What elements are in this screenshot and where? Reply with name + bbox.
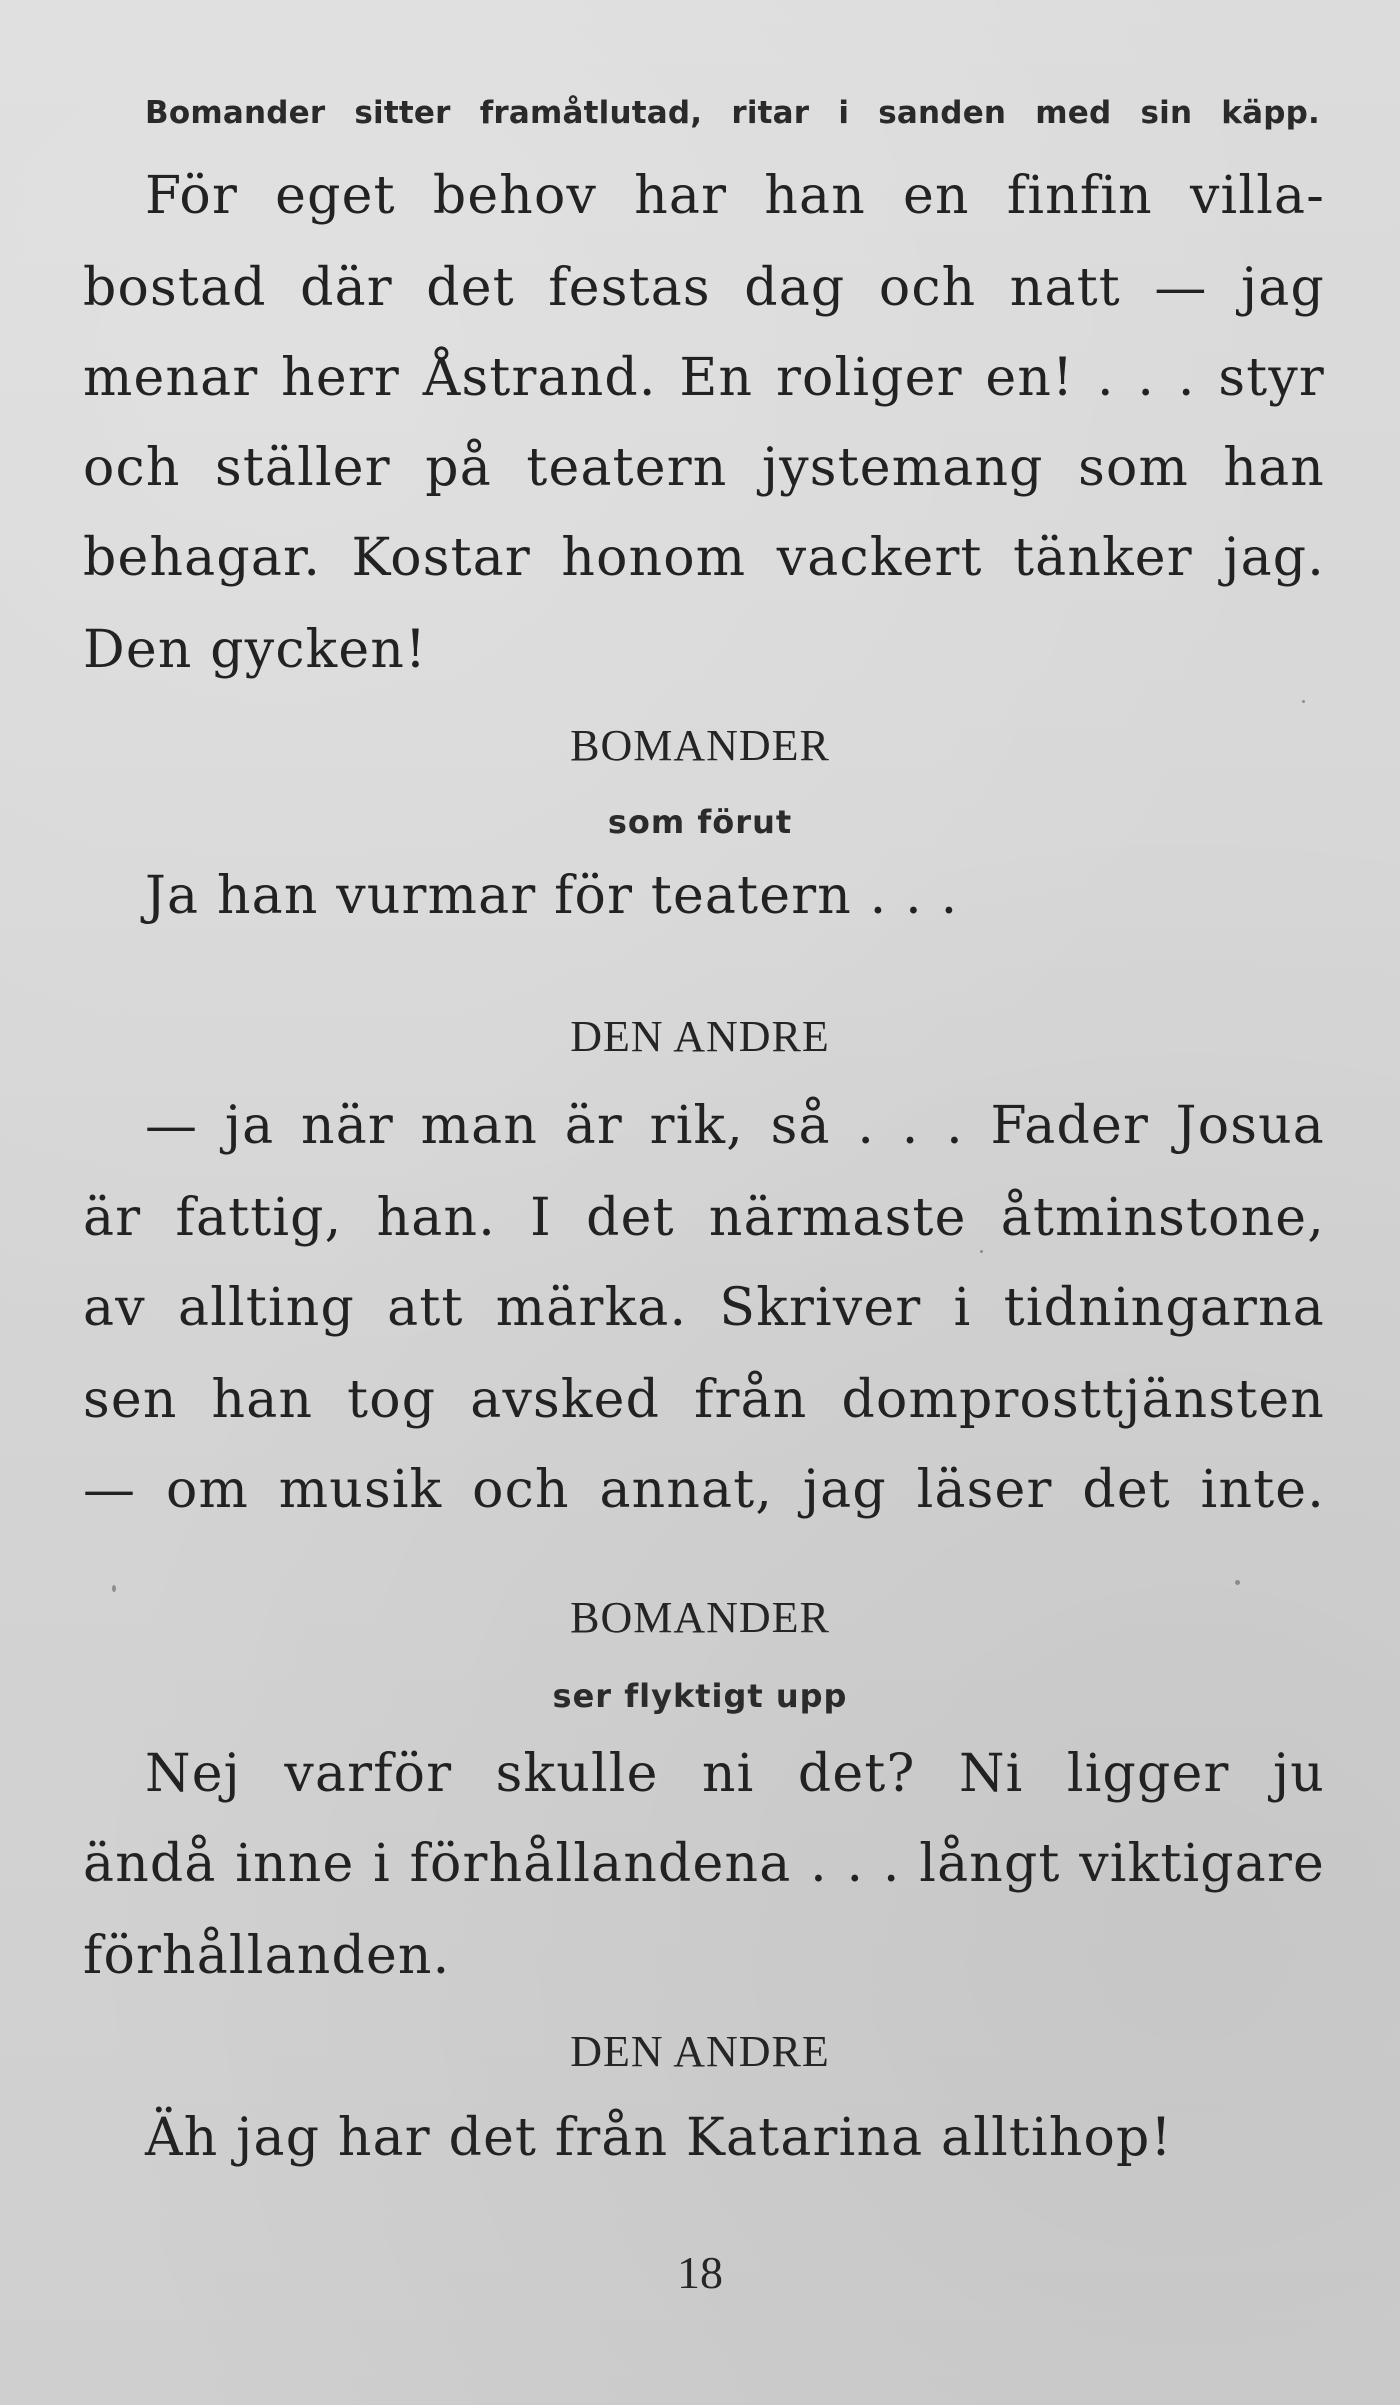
- paragraph-line: och ställer på teatern jystemang som han: [83, 438, 1325, 498]
- paragraph-line: menar herr Åstrand. En roliger en! . . . styr: [83, 348, 1325, 408]
- paper-speck: [1302, 700, 1305, 703]
- paragraph-line: bostad där det festas dag och natt — jag: [83, 258, 1325, 318]
- speaker-name: DEN ANDRE: [570, 2027, 830, 2076]
- paper-speck: [1235, 1580, 1240, 1585]
- dialogue-line: Äh jag har det från Katarina alltihop!: [145, 2108, 1173, 2168]
- paragraph-line: — om musik och annat, jag läser det inte.: [83, 1460, 1325, 1520]
- speaker-name: DEN ANDRE: [570, 1012, 830, 1061]
- speaker-name: BOMANDER: [570, 721, 830, 770]
- paragraph-line: ändå inne i förhållandena . . . långt viktigare: [83, 1834, 1325, 1894]
- paper-speck: [980, 1250, 983, 1253]
- stage-direction: ser flyktigt upp: [552, 1677, 848, 1715]
- paragraph-line: För eget behov har han en finfin villa-: [145, 166, 1325, 226]
- page-number: 18: [677, 2247, 723, 2298]
- paragraph-line: Nej varför skulle ni det? Ni ligger ju: [145, 1744, 1325, 1804]
- paragraph-line: Den gycken!: [83, 620, 428, 680]
- paragraph-line: — ja när man är rik, så . . . Fader Josua: [145, 1096, 1325, 1156]
- paragraph-line: är fattig, han. I det närmaste åtminstone,: [83, 1188, 1325, 1248]
- stage-direction: Bomander sitter framåtlutad, ritar i sanden med sin käpp.: [145, 95, 1320, 131]
- paragraph-line: behagar. Kostar honom vackert tänker jag.: [83, 528, 1325, 588]
- paragraph-line: förhållanden.: [83, 1926, 451, 1986]
- speaker-name: BOMANDER: [570, 1593, 830, 1642]
- paper-speck: [112, 1585, 116, 1592]
- paragraph-line: sen han tog avsked från domprosttjänsten: [83, 1370, 1325, 1430]
- stage-direction: som förut: [607, 803, 793, 841]
- paragraph-line: av allting att märka. Skriver i tidningarna: [83, 1278, 1325, 1338]
- dialogue-line: Ja han vurmar för teatern . . .: [145, 866, 959, 926]
